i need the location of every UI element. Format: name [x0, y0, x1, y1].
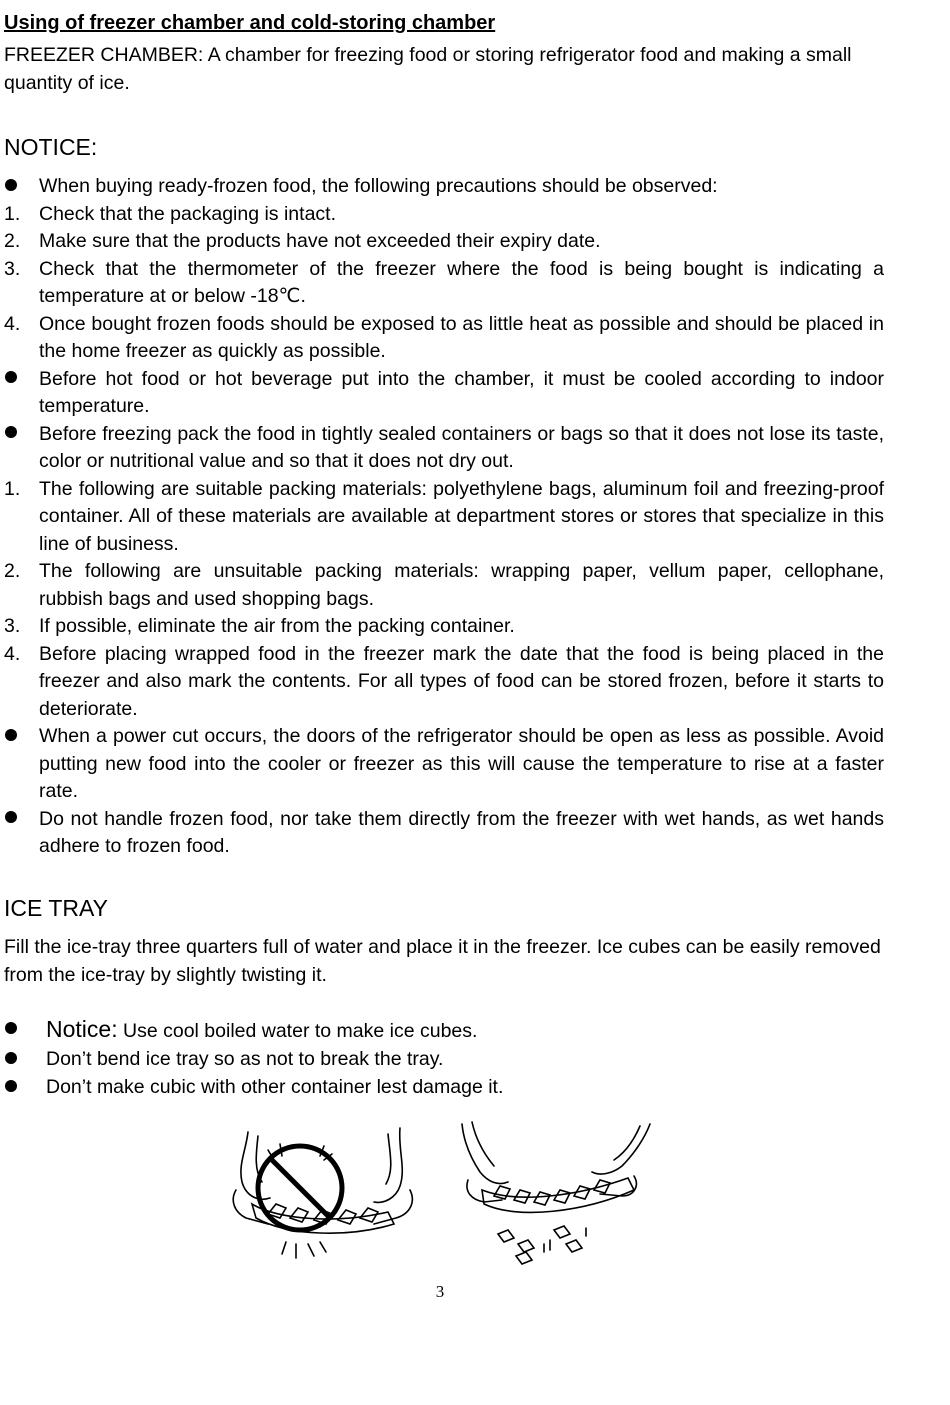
- bullet-icon: [4, 1015, 17, 1043]
- numbered-list-item: [4, 558, 884, 613]
- page-number: 3: [435, 1282, 445, 1301]
- list-item-text: Use cool boiled water to make ice cubes.: [117, 1020, 478, 1042]
- bullet-icon: [4, 806, 34, 834]
- list-item-text: The following are suitable packing materials: polyethylene bags, aluminum foil and freezing-proof container. All of these materials are available at department stores or stores that specialize in this line of business.: [39, 477, 884, 555]
- list-item-text: Once bought frozen foods should be exposed to as little heat as possible and should be placed in the home freezer as quickly as possible.: [39, 312, 884, 362]
- list-item-text: When a power cut occurs, the doors of the refrigerator should be open as less as possible. Avoid putting new food into the cooler or freezer as this will cause the temperature to rise at a faster rate.: [39, 725, 884, 802]
- notice-list: [4, 173, 884, 861]
- numbered-list-item: [4, 311, 884, 366]
- numbered-list-item: [4, 228, 884, 256]
- list-item-text: Before freezing pack the food in tightly sealed containers or bags so that it does not lose its taste, color or nutritional value and so that it does not dry out.: [39, 422, 884, 472]
- list-number: 4.: [4, 312, 21, 335]
- list-item-text: Do not handle frozen food, nor take them directly from the freezer with wet hands, as wet hands adhere to frozen food.: [39, 807, 884, 857]
- list-item-text: Before hot food or hot beverage put into the chamber, it must be cooled according to indoor temperature.: [39, 367, 884, 417]
- list-number: 2.: [4, 560, 21, 582]
- bullet-icon: [4, 1045, 17, 1073]
- list-item-text: Don’t bend ice tray so as not to break the tray.: [46, 1048, 444, 1070]
- bullet-icon: [4, 1073, 17, 1101]
- numbered-list-item: [4, 201, 884, 229]
- bullet-icon: [4, 723, 34, 751]
- bullet-icon: [4, 366, 34, 394]
- ice-tray-paragraph: Fill the ice-tray three quarters full of water and place it in the freezer. Ice cubes can be easily removed from the ice-tray by slightly twisting it.: [4, 936, 881, 986]
- ice-tray-list-item: [4, 1045, 884, 1073]
- list-number: 4.: [4, 642, 21, 665]
- ice-tray-list-item: [4, 1015, 884, 1045]
- prohibited-tray-bending-illustration: [228, 1120, 418, 1260]
- list-item-text: The following are unsuitable packing materials: wrapping paper, vellum paper, cellophane, rubbish bags and used shopping bags.: [39, 560, 884, 610]
- list-number: 2.: [4, 230, 21, 252]
- bullet-list-item: [4, 723, 884, 806]
- list-item-text: Don’t make cubic with other container lest damage it.: [46, 1076, 504, 1098]
- numbered-list-item: [4, 641, 884, 724]
- list-number: 3.: [4, 615, 21, 637]
- list-item-text: Check that the thermometer of the freezer where the food is being bought is indicating a temperature at or below -18℃.: [39, 257, 884, 307]
- list-item-text: Before placing wrapped food in the freezer mark the date that the food is being placed in the freezer and also mark the contents. For all types of food can be stored frozen, before it starts to deteriorate.: [39, 642, 884, 720]
- list-number: 1.: [4, 477, 21, 500]
- notice-heading: NOTICE:: [4, 134, 98, 160]
- bullet-list-item: [4, 366, 884, 421]
- bullet-list-item: [4, 421, 884, 476]
- list-number: 3.: [4, 257, 21, 280]
- ice-tray-list: [4, 1015, 884, 1101]
- list-item-text: Check that the packaging is intact.: [39, 202, 337, 225]
- bullet-icon: [4, 173, 34, 201]
- bullet-icon: [4, 421, 34, 449]
- notice-label: Notice:: [46, 1016, 118, 1042]
- numbered-list-item: [4, 476, 884, 559]
- list-item-text: If possible, eliminate the air from the packing container.: [39, 615, 515, 637]
- page-title: Using of freezer chamber and cold-storing chamber: [4, 12, 496, 34]
- ice-tray-heading: ICE TRAY: [4, 895, 108, 921]
- bullet-list-item: [4, 173, 884, 201]
- list-number: 1.: [4, 202, 21, 225]
- list-item-text: When buying ready-frozen food, the following precautions should be observed:: [39, 175, 718, 197]
- numbered-list-item: [4, 256, 884, 311]
- intro-paragraph: FREEZER CHAMBER: A chamber for freezing food or storing refrigerator food and making a small quantity of ice.: [4, 44, 852, 94]
- correct-ice-removal-illustration: [458, 1120, 658, 1270]
- ice-tray-list-item: [4, 1073, 884, 1101]
- numbered-list-item: [4, 613, 884, 641]
- bullet-list-item: [4, 806, 884, 861]
- list-item-text: Make sure that the products have not exceeded their expiry date.: [39, 230, 601, 252]
